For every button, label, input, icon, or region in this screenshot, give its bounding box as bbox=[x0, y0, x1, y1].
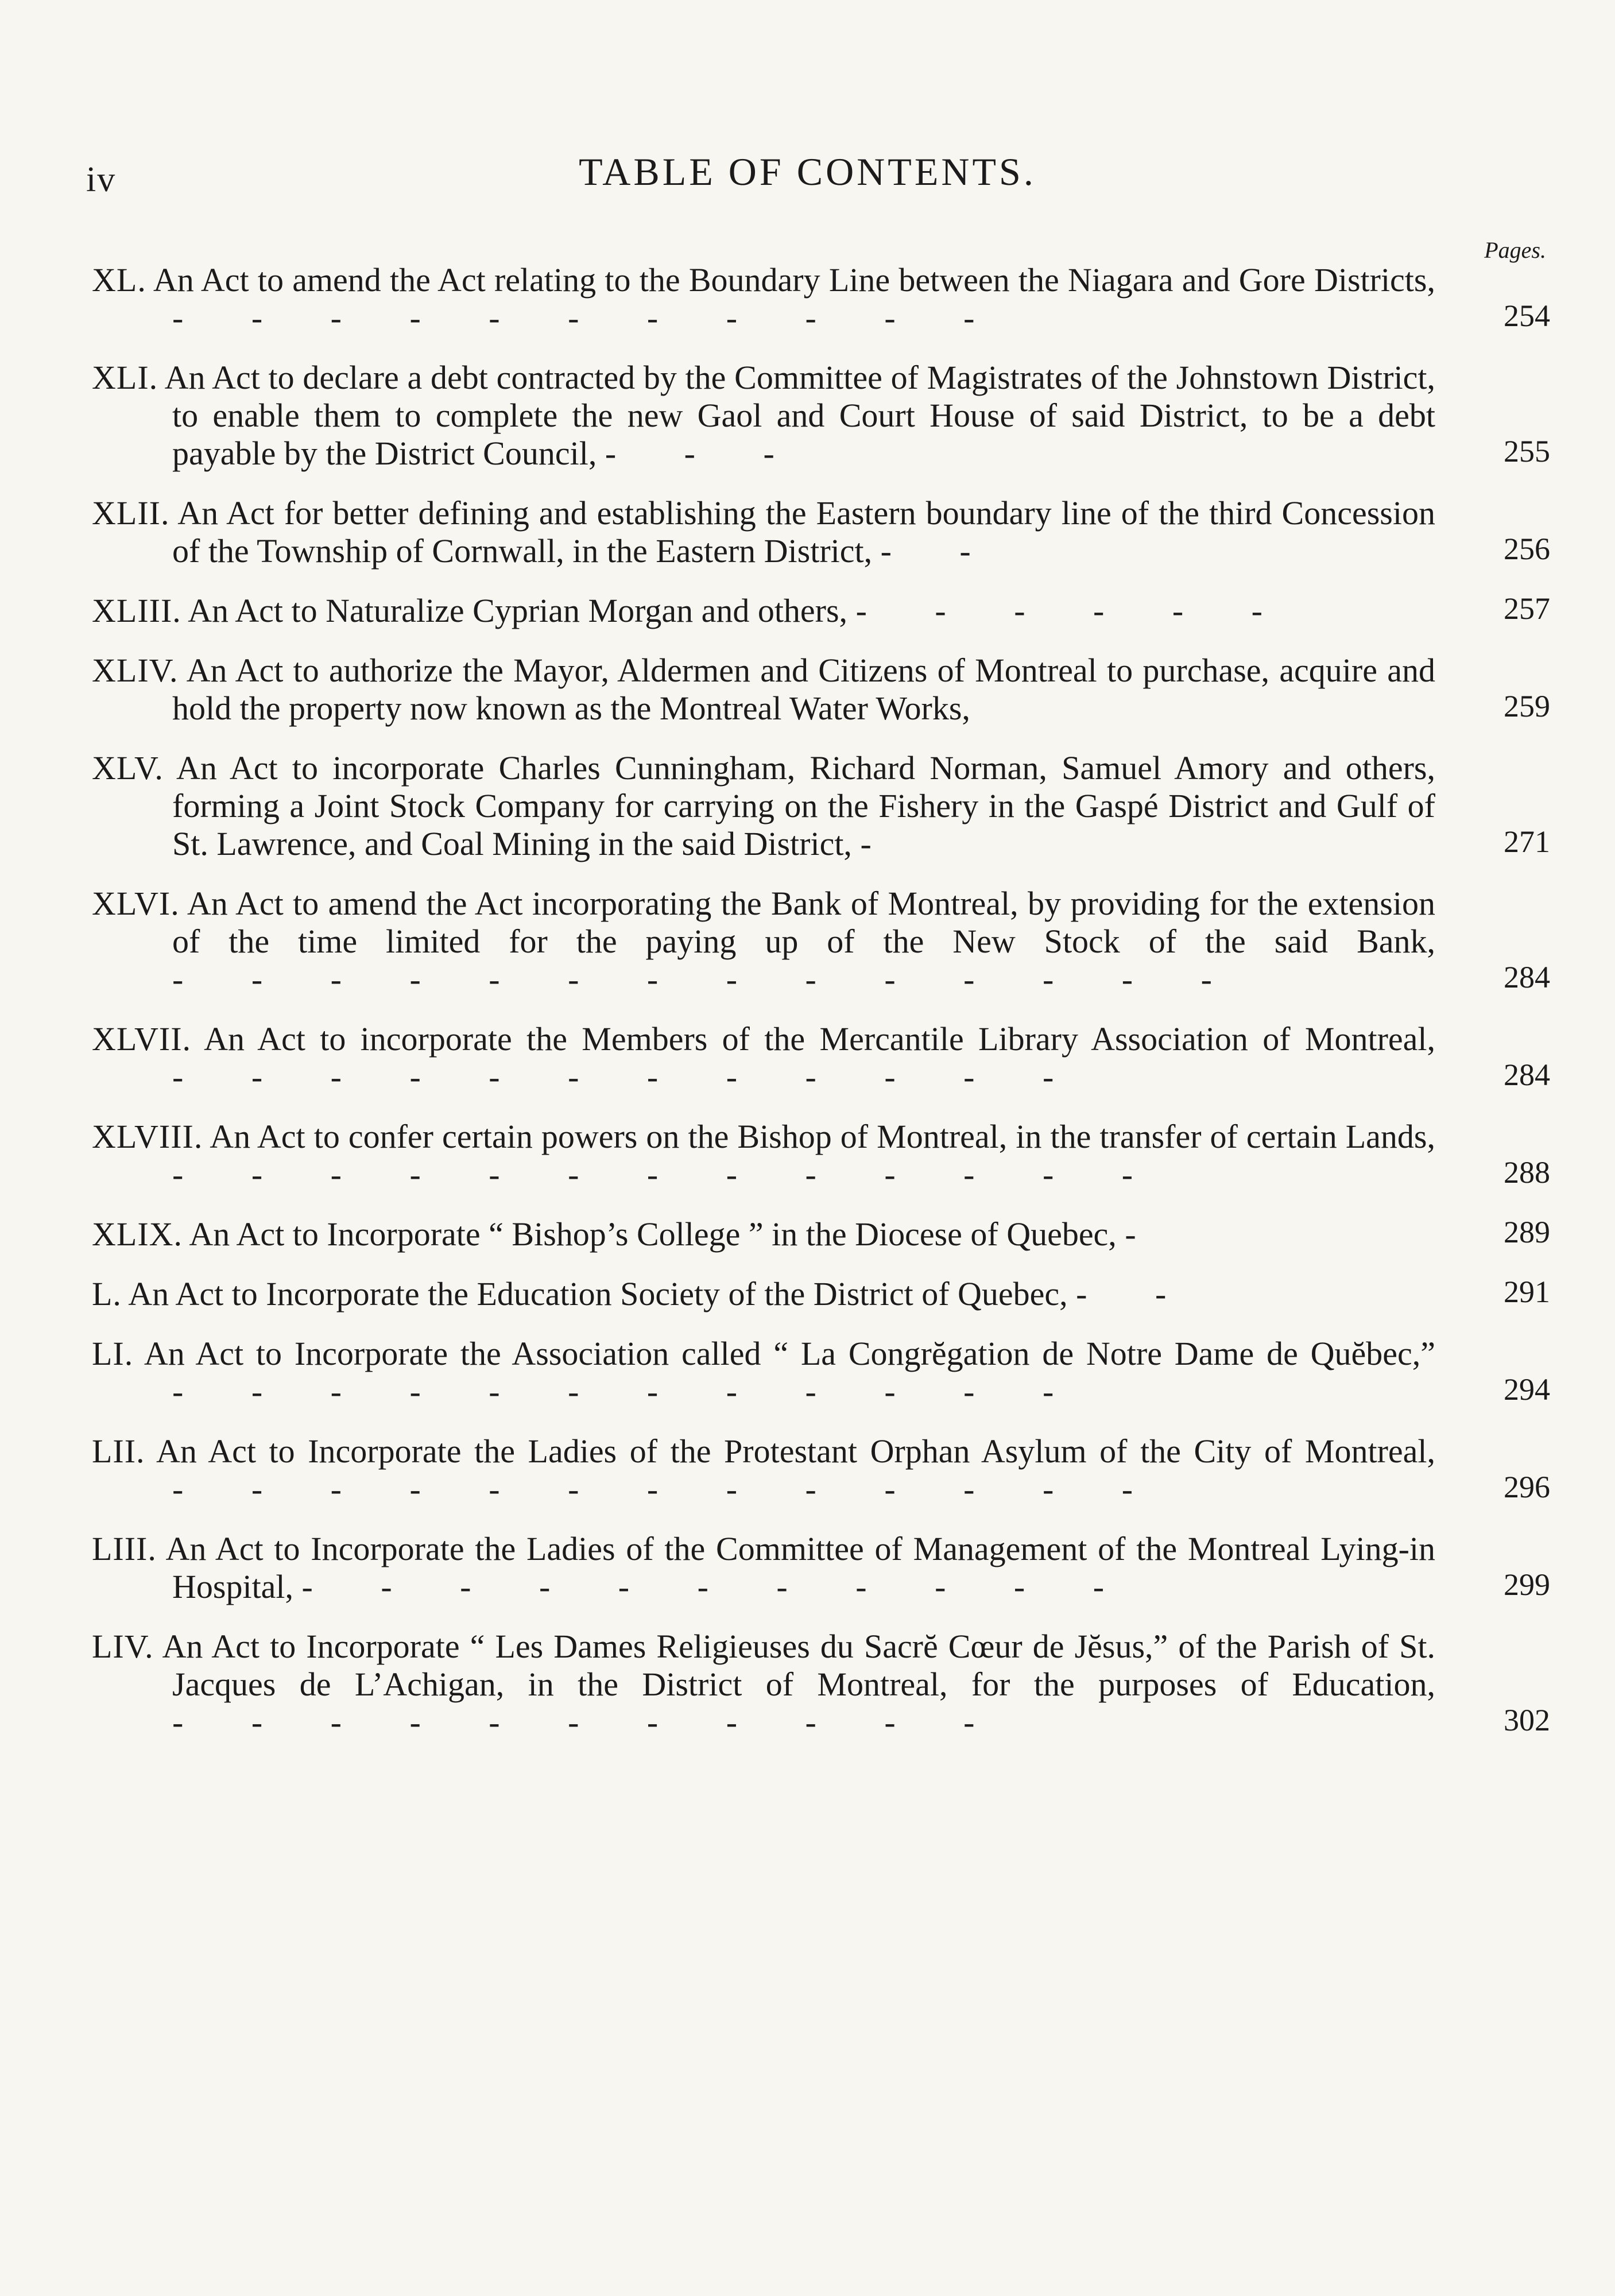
entry-text-block bbox=[92, 1628, 1435, 1741]
entry-number: XLVII. bbox=[92, 1020, 192, 1058]
entry-text-block bbox=[92, 1432, 1435, 1508]
entry-page-number: 255 bbox=[1504, 434, 1550, 469]
entry-title: An Act to Incorporate “ Les Dames Religieuses du Sacrĕ Cœur de Jĕsus,” of the Parish of St. Jacques de L’Achigan, in the District of Montreal, for the purposes of Education, bbox=[162, 1628, 1435, 1703]
entry-title: An Act to confer certain powers on the Bishop of Montreal, in the transfer of certain Lands, bbox=[210, 1118, 1435, 1155]
pages-column-label: Pages. bbox=[1484, 237, 1546, 263]
toc-entry bbox=[92, 1275, 1550, 1313]
entry-number: XLI. bbox=[92, 359, 158, 396]
entry-page-number: 271 bbox=[1504, 824, 1550, 859]
entry-title: An Act to incorporate Charles Cunningham, Richard Norman, Samuel Amory and others, forming a Joint Stock Company for carrying on the Fishery in the Gaspé District and Gulf of St. Lawrence, and Coal Mining in the said District, bbox=[172, 749, 1435, 862]
entry-title: An Act to incorporate the Members of the Mercantile Library Association of Montreal, bbox=[204, 1020, 1435, 1058]
entry-text-block bbox=[92, 494, 1435, 570]
entry-text-block bbox=[92, 1020, 1435, 1096]
entry-title: An Act to authorize the Mayor, Aldermen and Citizens of Montreal to purchase, acquire and hold the property now known as the Montreal Water Works, bbox=[172, 652, 1435, 727]
entry-text-block bbox=[92, 885, 1435, 998]
entry-text-block bbox=[92, 261, 1435, 337]
dot-leaders: - - - - - - - - - - - - - bbox=[172, 1470, 1163, 1508]
entry-title: An Act to amend the Act incorporating the Bank of Montreal, by providing for the extension of the time limited for the paying up of the New Stock of the said Bank, bbox=[172, 885, 1435, 960]
toc-entry bbox=[92, 652, 1550, 727]
entry-text-block bbox=[92, 1335, 1435, 1411]
entry-title: An Act to Incorporate “ Bishop’s College ” in the Diocese of Quebec, bbox=[189, 1215, 1117, 1253]
entry-page-number: 294 bbox=[1504, 1372, 1550, 1407]
entry-number: LII. bbox=[92, 1432, 145, 1470]
entry-page-number: 296 bbox=[1504, 1470, 1550, 1504]
toc-entry bbox=[92, 1530, 1550, 1606]
toc-entry bbox=[92, 1118, 1550, 1194]
entry-page-number: 299 bbox=[1504, 1567, 1550, 1602]
entry-title: An Act to amend the Act relating to the Boundary Line between the Niagara and Gore Districts, bbox=[153, 261, 1435, 299]
entry-page-number: 289 bbox=[1504, 1215, 1550, 1249]
dot-leaders: - - - - - - - - - - - - - bbox=[172, 1156, 1163, 1193]
entry-number: XLVI. bbox=[92, 885, 180, 922]
entry-number: XL. bbox=[92, 261, 146, 299]
toc-entry bbox=[92, 1215, 1550, 1253]
dot-leaders: - - - - - - - - - - - bbox=[301, 1568, 1134, 1605]
toc-entry bbox=[92, 885, 1550, 998]
entry-number: XLIII. bbox=[92, 592, 181, 629]
entry-title: An Act to Incorporate the Ladies of the Committee of Management of the Montreal Lying-in Hospital, bbox=[165, 1530, 1435, 1605]
page-title: TABLE OF CONTENTS. bbox=[579, 150, 1036, 193]
entry-page-number: 257 bbox=[1504, 591, 1550, 626]
page-number: iv bbox=[86, 160, 117, 199]
entry-number: LIV. bbox=[92, 1628, 154, 1665]
table-of-contents bbox=[92, 261, 1550, 1763]
entry-number: XLIV. bbox=[92, 652, 179, 689]
entry-page-number: 259 bbox=[1504, 689, 1550, 723]
entry-number: LI. bbox=[92, 1335, 134, 1372]
dot-leaders: - - - bbox=[605, 435, 804, 472]
entry-number: XLII. bbox=[92, 494, 170, 532]
entry-page-number: 284 bbox=[1504, 1058, 1550, 1092]
dot-leaders: - - - - - - - - - - - - - - bbox=[172, 961, 1242, 998]
entry-title: An Act to Incorporate the Ladies of the Protestant Orphan Asylum of the City of Montreal, bbox=[156, 1432, 1435, 1470]
entry-page-number: 284 bbox=[1504, 960, 1550, 994]
toc-entry bbox=[92, 1335, 1550, 1411]
entry-title: An Act for better defining and establishing the Eastern boundary line of the third Concession of the Township of Cornwall, in the Eastern District, bbox=[172, 494, 1435, 570]
dot-leaders: - - - - - - - - - - - - bbox=[172, 1373, 1084, 1410]
entry-text-block bbox=[92, 652, 1435, 727]
dot-leaders: - - - - - - - - - - - bbox=[172, 299, 1005, 336]
toc-entry bbox=[92, 749, 1550, 863]
entry-number: L. bbox=[92, 1275, 122, 1312]
entry-page-number: 254 bbox=[1504, 299, 1550, 333]
entry-page-number: 288 bbox=[1504, 1155, 1550, 1190]
dot-leaders: - - bbox=[880, 532, 1001, 570]
running-head bbox=[86, 149, 1529, 201]
dot-leaders: - bbox=[860, 825, 901, 862]
dot-leaders: - - - - - - - - - - - - bbox=[172, 1058, 1084, 1095]
entry-text-block bbox=[92, 1275, 1435, 1313]
toc-entry bbox=[92, 261, 1550, 337]
entry-text-block bbox=[92, 592, 1435, 630]
entry-title: An Act to Incorporate the Education Society of the District of Quebec, bbox=[128, 1275, 1068, 1312]
toc-entry bbox=[92, 1628, 1550, 1741]
entry-number: LIII. bbox=[92, 1530, 157, 1567]
entry-text-block bbox=[92, 1118, 1435, 1194]
entry-title: An Act to Naturalize Cyprian Morgan and others, bbox=[188, 592, 848, 629]
entry-number: XLVIII. bbox=[92, 1118, 203, 1155]
entry-number: XLV. bbox=[92, 749, 164, 787]
entry-title: An Act to declare a debt contracted by the Committee of Magistrates of the Johnstown District, to enable them to complete the new Gaol and Court House of said District, to be a debt payable by the District Council, bbox=[164, 359, 1435, 472]
entry-page-number: 256 bbox=[1504, 532, 1550, 566]
entry-text-block bbox=[92, 1215, 1435, 1253]
toc-entry bbox=[92, 1020, 1550, 1096]
entry-title: An Act to Incorporate the Association called “ La Congrĕgation de Notre Dame de Quĕbec,” bbox=[144, 1335, 1435, 1372]
entry-text-block bbox=[92, 359, 1435, 473]
entry-text-block bbox=[92, 1530, 1435, 1606]
toc-entry bbox=[92, 592, 1550, 630]
toc-entry bbox=[92, 359, 1550, 473]
entry-page-number: 291 bbox=[1504, 1275, 1550, 1309]
entry-text-block bbox=[92, 749, 1435, 863]
dot-leaders: - - bbox=[1076, 1275, 1196, 1312]
toc-entry bbox=[92, 494, 1550, 570]
entry-page-number: 302 bbox=[1504, 1703, 1550, 1737]
toc-entry bbox=[92, 1432, 1550, 1508]
dot-leaders: - - - - - - - - - - - bbox=[172, 1703, 1005, 1741]
dot-leaders: - bbox=[1125, 1215, 1166, 1253]
dot-leaders: - - - - - - bbox=[855, 592, 1292, 629]
entry-number: XLIX. bbox=[92, 1215, 183, 1253]
